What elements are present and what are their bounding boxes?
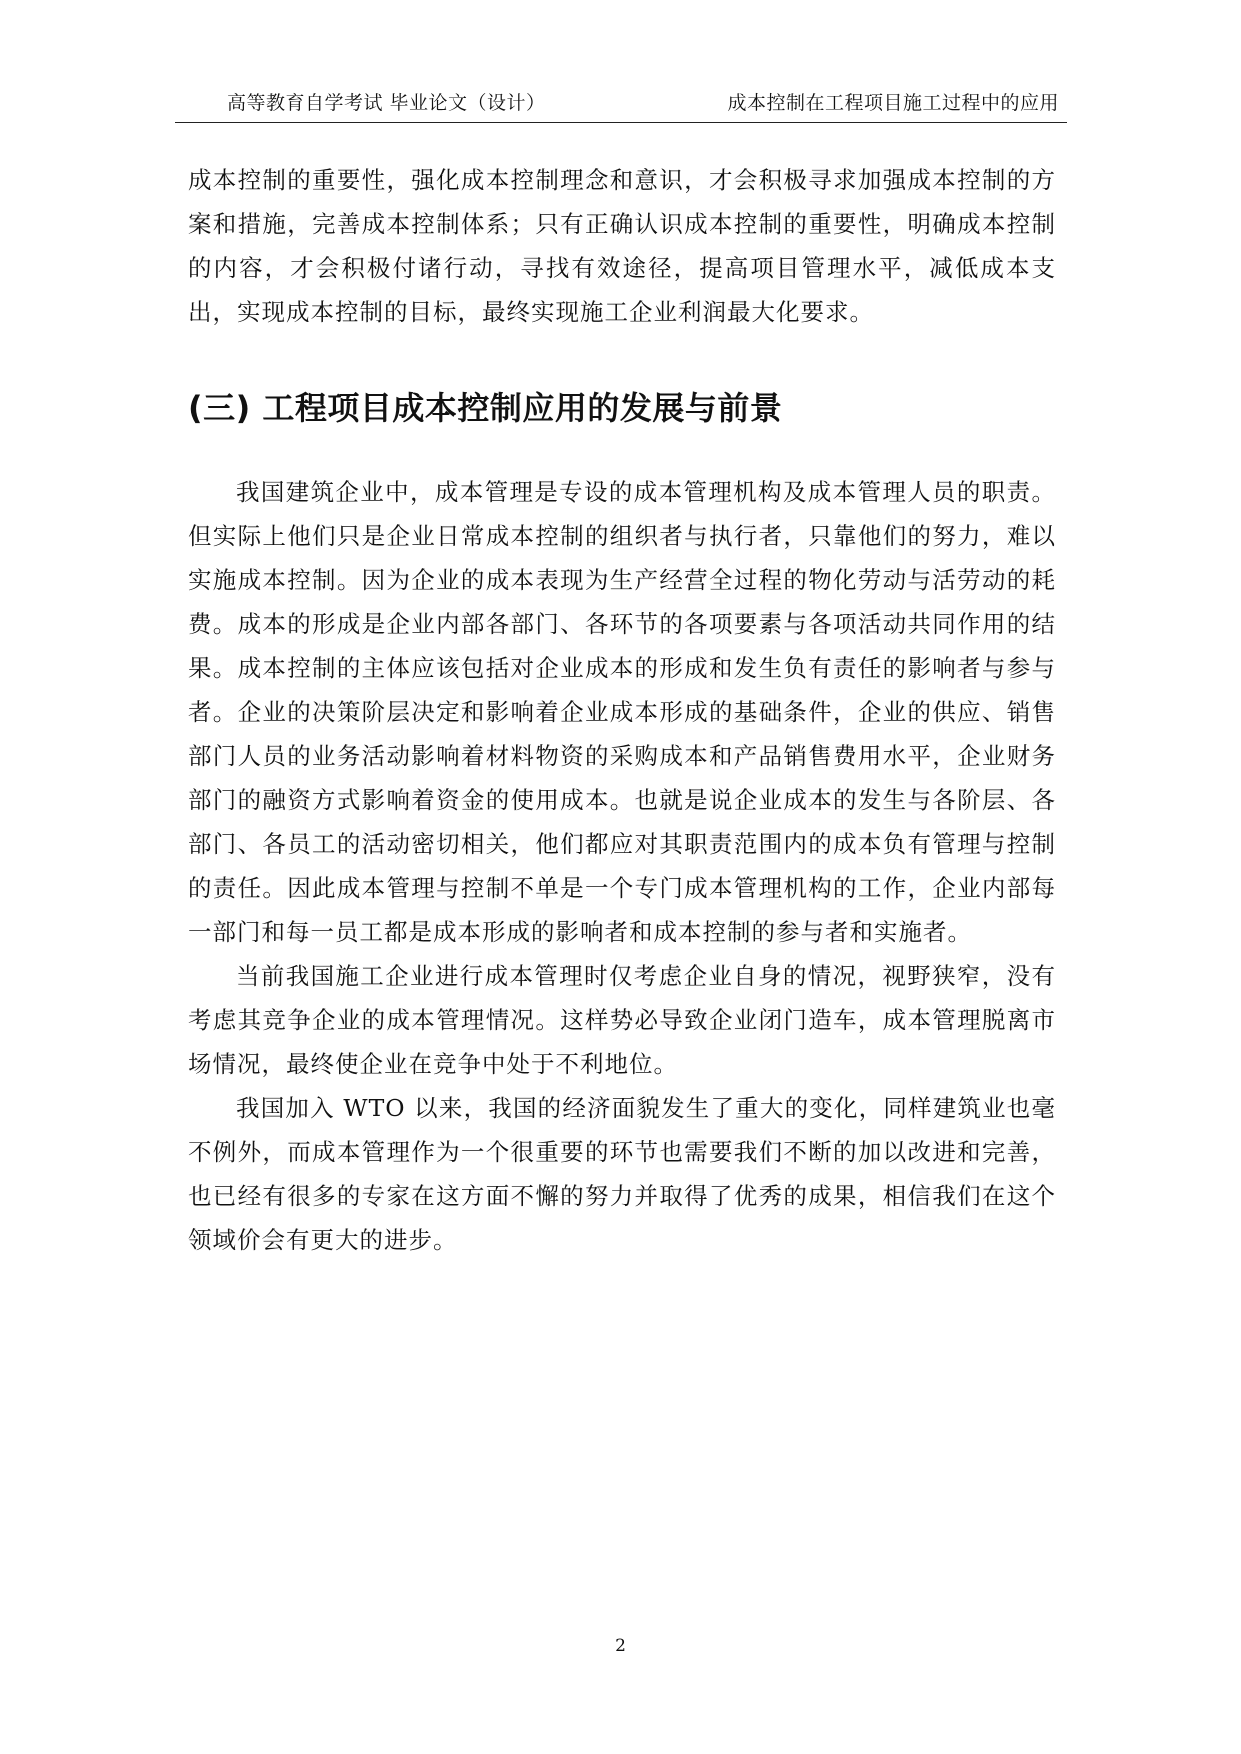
page-number: 2 (615, 1636, 626, 1656)
header-thesis-label: 高等教育自学考试 毕业论文（设计） (227, 92, 546, 114)
running-header (175, 84, 1067, 123)
header-paper-title: 成本控制在工程项目施工过程中的应用 (727, 92, 1059, 114)
body-paragraph-1: 我国建筑企业中，成本管理是专设的成本管理机构及成本管理人员的职责。但实际上他们只是企业日常成本控制的组织者与执行者，只靠他们的努力，难以实施成本控制。因为企业的成本表现为生产经营全过程的物化劳动与活劳动的耗费。成本的形成是企业内部各部门、各环节的各项要素与各项活动共同作用的结果。成本控制的主体应该包括对企业成本的形成和发生负有责任的影响者与参与者。企业的决策阶层决定和影响着企业成本形成的基础条件，企业的供应、销售部门人员的业务活动影响着材料物资的采购成本和产品销售费用水平，企业财务部门的融资方式影响着资金的使用成本。也就是说企业成本的发生与各阶层、各部门、各员工的活动密切相关，他们都应对其职责范围内的成本负有管理与控制的责任。因此成本管理与控制不单是一个专门成本管理机构的工作，企业内部每一部门和每一员工都是成本形成的影响者和成本控制的参与者和实施者。 (188, 478, 1056, 946)
section-heading: (三) 工程项目成本控制应用的发展与前景 (188, 389, 783, 427)
body-paragraph-2: 当前我国施工企业进行成本管理时仅考虑企业自身的情况，视野狭窄，没有考虑其竞争企业的成本管理情况。这样势必导致企业闭门造车，成本管理脱离市场情况，最终使企业在竞争中处于不利地位。 (188, 962, 1056, 1078)
main-content (188, 158, 1056, 1262)
body-paragraph-3: 我国加入 WTO 以来，我国的经济面貌发生了重大的变化，同样建筑业也毫不例外，而成本管理作为一个很重要的环节也需要我们不断的加以改进和完善，也已经有很多的专家在这方面不懈的努力并取得了优秀的成果，相信我们在这个领域价会有更大的进步。 (188, 1094, 1056, 1254)
intro-paragraph: 成本控制的重要性，强化成本控制理念和意识，才会积极寻求加强成本控制的方案和措施，完善成本控制体系；只有正确认识成本控制的重要性，明确成本控制的内容，才会积极付诸行动，寻找有效途径，提高项目管理水平，减低成本支出，实现成本控制的目标，最终实现施工企业利润最大化要求。 (188, 166, 1056, 326)
